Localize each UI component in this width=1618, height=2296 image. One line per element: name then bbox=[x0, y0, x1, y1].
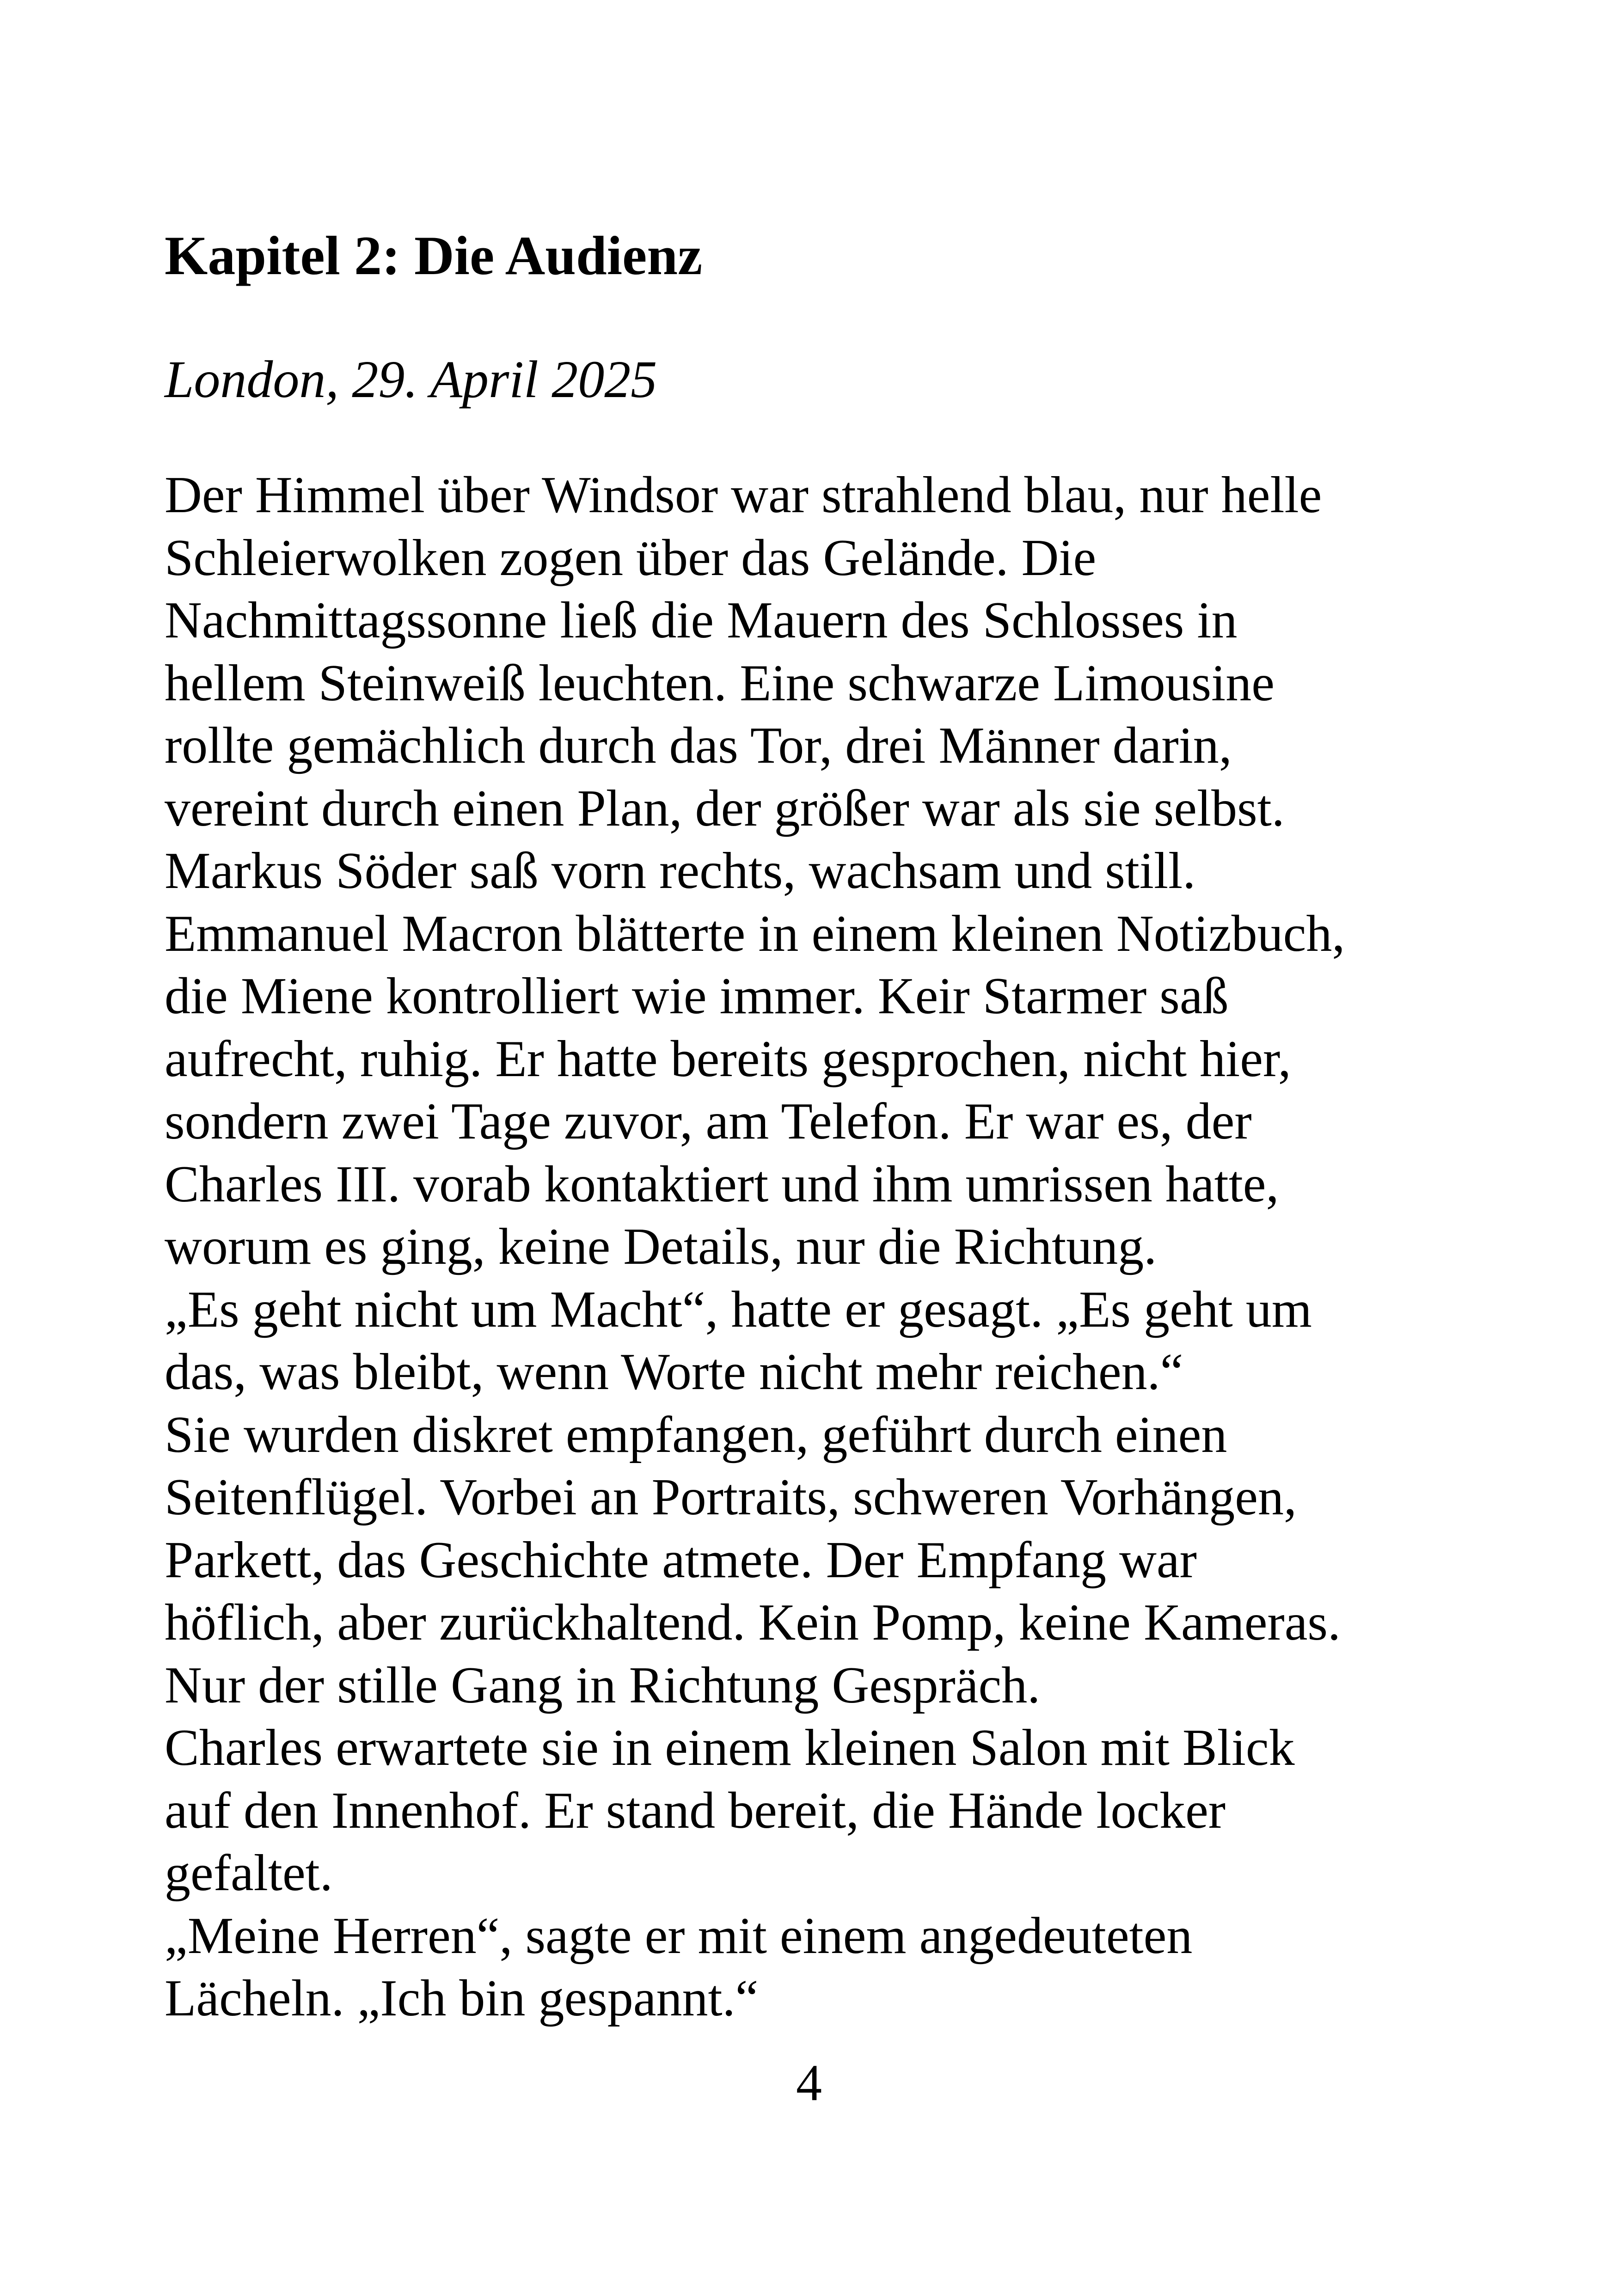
text-line: aufrecht, ruhig. Er hatte bereits gesprochen, nicht hier, bbox=[165, 1030, 1291, 1088]
text-line: Parkett, das Geschichte atmete. Der Empfang war bbox=[165, 1531, 1197, 1589]
text-line: „Meine Herren“, sagte er mit einem angedeuteten bbox=[165, 1907, 1193, 1965]
page-number: 4 bbox=[796, 2054, 822, 2112]
text-line: die Miene kontrolliert wie immer. Keir Starmer saß bbox=[165, 967, 1229, 1025]
text-line: Der Himmel über Windsor war strahlend blau, nur helle bbox=[165, 466, 1322, 524]
text-line: rollte gemächlich durch das Tor, drei Männer darin, bbox=[165, 717, 1232, 774]
text-line: „Es geht nicht um Macht“, hatte er gesagt. „Es geht um bbox=[165, 1280, 1312, 1338]
text-line: Charles III. vorab kontaktiert und ihm umrissen hatte, bbox=[165, 1155, 1279, 1213]
text-line: sondern zwei Tage zuvor, am Telefon. Er war es, der bbox=[165, 1093, 1252, 1150]
text-line: hellem Steinweiß leuchten. Eine schwarze Limousine bbox=[165, 654, 1275, 712]
text-line: Seitenflügel. Vorbei an Portraits, schweren Vorhängen, bbox=[165, 1469, 1297, 1526]
text-line: Charles erwartete sie in einem kleinen Salon mit Blick bbox=[165, 1719, 1295, 1776]
text-line: Sie wurden diskret empfangen, geführt durch einen bbox=[165, 1406, 1227, 1463]
text-line: vereint durch einen Plan, der größer war als sie selbst. bbox=[165, 779, 1285, 837]
text-line: auf den Innenhof. Er stand bereit, die Hände locker bbox=[165, 1782, 1226, 1839]
dateline: London, 29. April 2025 bbox=[165, 350, 657, 409]
text-line: das, was bleibt, wenn Worte nicht mehr reichen.“ bbox=[165, 1343, 1183, 1401]
text-line: Nur der stille Gang in Richtung Gespräch. bbox=[165, 1656, 1041, 1714]
text-line: Schleierwolken zogen über das Gelände. Die bbox=[165, 529, 1097, 587]
chapter-title: Kapitel 2: Die Audienz bbox=[165, 225, 703, 286]
text-line: Lächeln. „Ich bin gespannt.“ bbox=[165, 1970, 759, 2027]
text-line: worum es ging, keine Details, nur die Richtung. bbox=[165, 1218, 1157, 1275]
text-line: höflich, aber zurückhaltend. Kein Pomp, keine Kameras. bbox=[165, 1594, 1341, 1651]
text-line: Markus Söder saß vorn rechts, wachsam und still. bbox=[165, 842, 1196, 900]
text-line: Nachmittagssonne ließ die Mauern des Schlosses in bbox=[165, 592, 1238, 649]
text-line: Emmanuel Macron blätterte in einem kleinen Notizbuch, bbox=[165, 905, 1345, 962]
body-text bbox=[165, 464, 1459, 2030]
text-line: gefaltet. bbox=[165, 1844, 333, 1902]
